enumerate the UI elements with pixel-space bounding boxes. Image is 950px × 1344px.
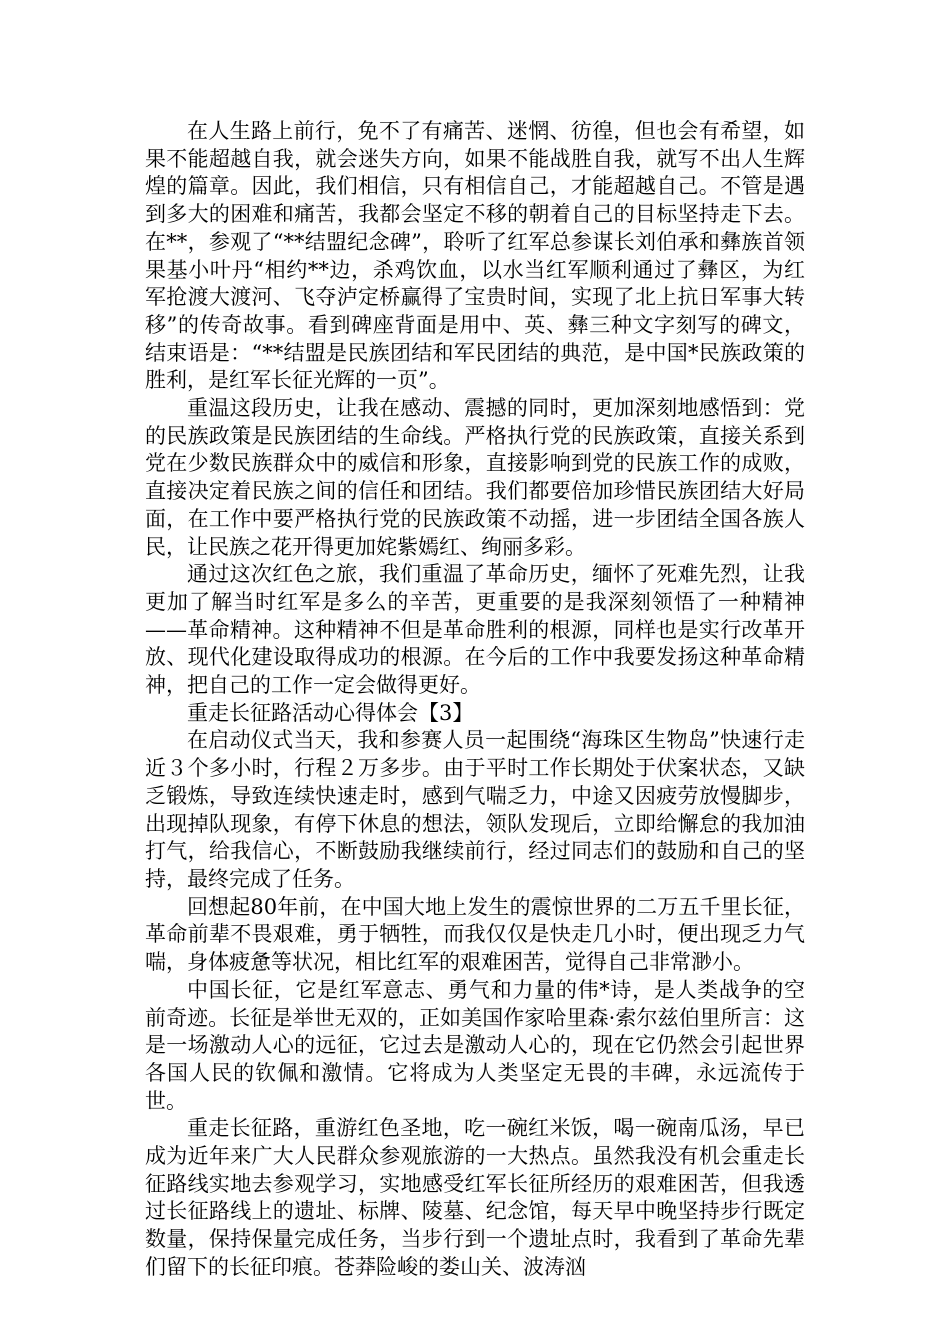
paragraph-4: 在启动仪式当天，我和参赛人员一起围绕“海珠区生物岛”快速行走近３个多小时，行程２万多步。由于平时工作长期处于伏案状态，又缺乏锻炼，导致连续快速走时，感到气喘乏力，中途又因疲劳放慢脚步，出现掉队现象，有停下休息的想法，领队发现后，立即给懈怠的我加油打气，给我信心，不断鼓励我继续前行，经过同志们的鼓励和自己的坚持，最终完成了任务。	[145, 728, 805, 891]
paragraph-2: 重温这段历史，让我在感动、震撼的同时，更加深刻地感悟到：党的民族政策是民族团结的生命线。严格执行党的民族政策，直接关系到党在少数民族群众中的威信和形象，直接影响到党的民族工作的成败，直接决定着民族之间的信任和团结。我们都要倍加珍惜民族团结大好局面，在工作中要严格执行党的民族政策不动摇，进一步团结全国各族人民，让民族之花开得更加姹紫嫣红、绚丽多彩。	[145, 396, 805, 559]
document-page	[145, 118, 805, 1282]
section-heading: 重走长征路活动心得体会【3】	[187, 700, 474, 725]
paragraph-3: 通过这次红色之旅，我们重温了革命历史，缅怀了死难先烈，让我更加了解当时红军是多么的辛苦，更重要的是我深刻领悟了一种精神——革命精神。这种精神不但是革命胜利的根源，同样也是实行改革开放、现代化建设取得成功的根源。在今后的工作中我要发扬这种革命精神，把自己的工作一定会做得更好。	[145, 562, 805, 698]
paragraph-5: 回想起80年前，在中国大地上发生的震惊世界的二万五千里长征，革命前辈不畏艰难，勇于牺牲，而我仅仅是快走几小时，便出现乏力气喘，身体疲惫等状况，相比红军的艰难困苦，觉得自己非常渺小。	[145, 894, 805, 975]
paragraph-1: 在人生路上前行，免不了有痛苦、迷惘、彷徨，但也会有希望，如果不能超越自我，就会迷失方向，如果不能战胜自我，就写不出人生辉煌的篇章。因此，我们相信，只有相信自己，才能超越自己。不管是遇到多大的困难和痛苦，我都会坚定不移的朝着自己的目标坚持走下去。在**，参观了“**结盟纪念碑”，聆听了红军总参谋长刘伯承和彝族首领果基小叶丹“相约**边，杀鸡饮血，以水当红军顺利通过了彝区，为红军抢渡大渡河、飞夺泸定桥赢得了宝贵时间，实现了北上抗日军事大转移”的传奇故事。看到碑座背面是用中、英、彝三种文字刻写的碑文，结束语是：“**结盟是民族团结和军民团结的典范，是中国*民族政策的胜利，是红军长征光辉的一页”。	[145, 119, 805, 393]
paragraph-7: 重走长征路，重游红色圣地，吃一碗红米饭，喝一碗南瓜汤，早已成为近年来广大人民群众参观旅游的一大热点。虽然我没有机会重走长征路线实地去参观学习，实地感受红军长征所经历的艰难困苦，但我透过长征路线上的遗址、标牌、陵墓、纪念馆，每天早中晚坚持步行既定数量，保持保量完成任务，当步行到一个遗址点时，我看到了革命先辈们留下的长征印痕。苍莽险峻的娄山关、波涛汹	[145, 1116, 805, 1279]
paragraph-6: 中国长征，它是红军意志、勇气和力量的伟*诗，是人类战争的空前奇迹。长征是举世无双的，正如美国作家哈里森·索尔兹伯里所言：这是一场激动人心的远征，它过去是激动人心的，现在它仍然会引起世界各国人民的钦佩和激情。它将成为人类坚定无畏的丰碑，永远流传于世。	[145, 977, 805, 1113]
